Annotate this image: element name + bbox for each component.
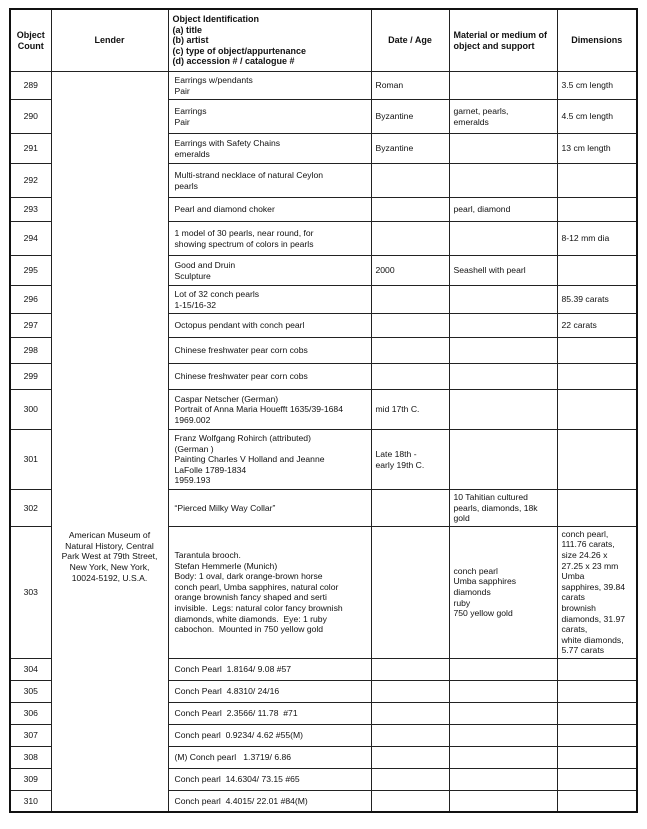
dimensions-cell-line: conch pearl, (561, 528, 609, 539)
material-cell (449, 134, 557, 164)
object-identification-cell-line: Tarantula brooch. (174, 549, 241, 560)
object-identification-cell-line: Sculpture (174, 270, 211, 281)
dimensions-cell (557, 390, 637, 430)
material-cell-line: pearl, diamond (453, 204, 511, 215)
object-count-cell: 294 (10, 222, 51, 256)
material-cell-line: garnet, pearls, (453, 105, 509, 116)
material-cell (449, 164, 557, 198)
material-cell (449, 286, 557, 314)
lender-line: Park West at 79th Street, (61, 551, 158, 562)
header-object-identification (168, 9, 371, 72)
object-identification-cell-line: invisible. Legs: natural color fancy brownish (174, 602, 343, 613)
object-identification-cell-line: cabochon. Mounted in 750 yellow gold (174, 624, 324, 635)
object-identification-cell-line: conch pearl, Umba sapphires, natural color (174, 581, 339, 592)
object-count-cell: 295 (10, 256, 51, 286)
object-count-cell: 305 (10, 680, 51, 702)
dimensions-cell-line: carats (561, 592, 585, 603)
dimensions-cell (557, 164, 637, 198)
object-identification-cell-line: 1 model of 30 pearls, near round, for (174, 227, 314, 238)
dimensions-cell (557, 490, 637, 527)
dimensions-cell-line: Umba (561, 571, 585, 582)
header-ident-line: (a) title (172, 24, 203, 35)
date-age-cell (371, 134, 449, 164)
object-identification-cell-line: (German ) (174, 443, 214, 454)
date-age-cell (371, 72, 449, 100)
object-identification-cell-line: Conch pearl 0.9234/ 4.62 #55(M) (174, 730, 304, 741)
object-identification-cell (168, 526, 371, 658)
material-cell-line: 10 Tahitian cultured (453, 492, 528, 502)
dimensions-cell-line: 85.39 carats (561, 294, 609, 305)
dimensions-cell-line: 8-12 mm dia (561, 233, 610, 244)
object-identification-cell (168, 338, 371, 364)
object-count-cell: 302 (10, 490, 51, 527)
object-identification-cell (168, 746, 371, 768)
material-cell (449, 222, 557, 256)
dimensions-cell (557, 338, 637, 364)
lender-line: 10024-5192, U.S.A. (71, 572, 148, 583)
date-age-cell-line: mid 17th C. (375, 404, 420, 415)
dimensions-cell (557, 198, 637, 222)
object-identification-cell (168, 198, 371, 222)
object-identification-cell-line: 1969.002 (174, 414, 211, 425)
object-identification-cell (168, 314, 371, 338)
header-ident-line: Object Identification (172, 14, 260, 25)
lender-line: American Museum of (68, 530, 151, 541)
table-row (10, 72, 637, 100)
dimensions-cell-line: 27.25 x 23 mm (561, 560, 619, 571)
object-identification-cell-line: Portrait of Anna Maria Houefft 1635/39-1684 (174, 404, 343, 415)
date-age-cell (371, 164, 449, 198)
date-age-cell (371, 198, 449, 222)
dimensions-cell-line: 22 carats (561, 320, 597, 331)
material-cell-line: Umba sapphires (453, 576, 517, 587)
object-identification-cell-line: Conch Pearl 4.8310/ 24/16 (174, 686, 280, 697)
object-count-cell: 308 (10, 746, 51, 768)
dimensions-cell-line: 13 cm length (561, 143, 611, 154)
lender-line: Natural History, Central (65, 540, 154, 551)
object-identification-cell-line: Pair (174, 85, 190, 96)
header-date-age: Date / Age (371, 9, 449, 72)
object-identification-cell-line: Earrings w/pendants (174, 74, 253, 85)
date-age-cell (371, 702, 449, 724)
header-ident-line: (c) type of object/appurtenance (172, 45, 307, 56)
material-cell (449, 256, 557, 286)
material-cell (449, 314, 557, 338)
object-identification-cell-line: Body: 1 oval, dark orange-brown horse (174, 571, 323, 582)
date-age-cell (371, 256, 449, 286)
object-identification-cell (168, 286, 371, 314)
dimensions-cell-line: sapphires, 39.84 (561, 581, 626, 592)
date-age-cell-line: early 19th C. (375, 459, 425, 470)
date-age-cell (371, 790, 449, 812)
material-cell (449, 790, 557, 812)
material-cell-line: diamonds (453, 587, 491, 598)
object-identification-cell (168, 790, 371, 812)
object-identification-cell (168, 490, 371, 527)
object-identification-cell (168, 256, 371, 286)
material-cell-line: pearls, diamonds, 18k (453, 502, 538, 513)
dimensions-cell (557, 768, 637, 790)
date-age-cell (371, 100, 449, 134)
object-identification-cell-line: Conch Pearl 2.3566/ 11.78 #71 (174, 708, 298, 719)
object-count-cell: 309 (10, 768, 51, 790)
dimensions-cell-line: 111.76 carats, (561, 539, 615, 550)
object-identification-cell-line: “Pierced Milky Way Collar” (174, 502, 276, 513)
object-identification-cell (168, 100, 371, 134)
material-cell (449, 658, 557, 680)
object-identification-cell-line: Multi-strand necklace of natural Ceylon (174, 169, 324, 180)
material-cell (449, 390, 557, 430)
date-age-cell (371, 680, 449, 702)
header-row (10, 9, 637, 72)
object-identification-cell (168, 702, 371, 724)
date-age-cell (371, 390, 449, 430)
object-count-cell: 289 (10, 72, 51, 100)
material-cell (449, 338, 557, 364)
material-cell (449, 768, 557, 790)
dimensions-cell (557, 72, 637, 100)
object-count-cell: 306 (10, 702, 51, 724)
object-identification-cell-line: Octopus pendant with conch pearl (174, 320, 305, 331)
object-count-cell: 310 (10, 790, 51, 812)
material-cell (449, 680, 557, 702)
object-count-cell: 300 (10, 390, 51, 430)
header-object-count: Object Count (10, 9, 51, 72)
object-identification-cell (168, 222, 371, 256)
object-identification-cell-line: emeralds (174, 148, 210, 159)
loan-object-table (9, 8, 638, 813)
dimensions-cell-line: white diamonds, (561, 634, 624, 645)
object-identification-cell-line: Conch pearl 4.4015/ 22.01 #84(M) (174, 795, 308, 806)
object-identification-cell (168, 390, 371, 430)
object-count-cell: 298 (10, 338, 51, 364)
date-age-cell (371, 338, 449, 364)
dimensions-cell (557, 100, 637, 134)
dimensions-cell (557, 790, 637, 812)
material-cell-line: 750 yellow gold (453, 608, 513, 619)
lender-line: New York, New York, (69, 562, 150, 572)
date-age-cell (371, 746, 449, 768)
header-dimensions: Dimensions (557, 9, 637, 72)
dimensions-cell (557, 430, 637, 490)
material-cell-line: emeralds (453, 116, 489, 127)
dimensions-cell (557, 746, 637, 768)
date-age-cell-line: 2000 (375, 265, 395, 276)
object-identification-cell-line: Earrings (174, 105, 207, 116)
dimensions-cell (557, 134, 637, 164)
object-identification-cell-line: Painting Charles V Holland and Jeanne (174, 454, 325, 465)
header-ident-line: (d) accession # / catalogue # (172, 56, 295, 67)
date-age-cell (371, 768, 449, 790)
material-cell (449, 724, 557, 746)
date-age-cell-line: Roman (375, 80, 404, 91)
dimensions-cell (557, 364, 637, 390)
dimensions-cell-line: 5.77 carats (561, 645, 605, 656)
header-material: Material or medium of object and support (449, 9, 557, 72)
dimensions-cell-line: size 24.26 x (561, 549, 608, 560)
object-identification-cell-line: Earrings with Safety Chains (174, 137, 281, 148)
dimensions-cell (557, 526, 637, 658)
material-cell (449, 100, 557, 134)
material-cell-line: Seashell with pearl (453, 265, 526, 276)
object-identification-cell (168, 658, 371, 680)
object-identification-cell-line: showing spectrum of colors in pearls (174, 238, 314, 249)
object-count-cell: 304 (10, 658, 51, 680)
dimensions-cell (557, 314, 637, 338)
object-identification-cell-line: Pair (174, 116, 190, 127)
dimensions-cell (557, 222, 637, 256)
object-identification-cell-line: Pearl and diamond choker (174, 204, 275, 215)
date-age-cell (371, 658, 449, 680)
object-identification-cell (168, 430, 371, 490)
dimensions-cell (557, 680, 637, 702)
object-identification-cell-line: Caspar Netscher (German) (174, 393, 279, 404)
object-identification-cell-line: Conch Pearl 1.8164/ 9.08 #57 (174, 664, 292, 675)
date-age-cell (371, 490, 449, 527)
object-identification-cell-line: Stefan Hemmerle (Munich) (174, 560, 278, 571)
object-identification-cell-line: 1-15/16-32 (174, 299, 217, 310)
object-count-cell: 293 (10, 198, 51, 222)
object-identification-cell (168, 164, 371, 198)
date-age-cell (371, 314, 449, 338)
object-identification-cell-line: Good and Druin (174, 259, 236, 270)
lender-cell (51, 72, 168, 813)
date-age-cell (371, 364, 449, 390)
date-age-cell (371, 222, 449, 256)
object-identification-cell-line: pearls (174, 180, 198, 191)
object-identification-cell (168, 680, 371, 702)
date-age-cell (371, 430, 449, 490)
object-identification-cell (168, 724, 371, 746)
table-body (10, 72, 637, 813)
material-cell (449, 72, 557, 100)
dimensions-cell-line: diamonds, 31.97 (561, 613, 626, 624)
object-identification-cell-line: Chinese freshwater pear corn cobs (174, 371, 308, 382)
object-count-cell: 307 (10, 724, 51, 746)
object-identification-cell-line: diamonds, white diamonds. Eye: 1 ruby (174, 613, 327, 624)
header-lender: Lender (51, 9, 168, 72)
object-count-cell: 292 (10, 164, 51, 198)
material-cell (449, 702, 557, 724)
object-identification-cell (168, 364, 371, 390)
date-age-cell-line: Byzantine (375, 111, 414, 122)
material-cell (449, 746, 557, 768)
date-age-cell-line: Byzantine (375, 143, 414, 154)
material-cell (449, 364, 557, 390)
object-count-cell: 290 (10, 100, 51, 134)
dimensions-cell (557, 286, 637, 314)
object-identification-cell-line: (M) Conch pearl 1.3719/ 6.86 (174, 752, 292, 763)
date-age-cell (371, 724, 449, 746)
material-cell (449, 526, 557, 658)
object-identification-cell-line: LaFolle 1789-1834 (174, 464, 247, 475)
object-count-cell: 296 (10, 286, 51, 314)
dimensions-cell (557, 724, 637, 746)
object-identification-cell-line: Chinese freshwater pear corn cobs (174, 345, 308, 356)
material-cell (449, 490, 557, 527)
object-identification-cell-line: Lot of 32 conch pearls (174, 288, 260, 299)
object-identification-cell-line: Franz Wolfgang Rohirch (attributed) (174, 433, 311, 444)
object-count-cell: 303 (10, 526, 51, 658)
date-age-cell-line: Late 18th - (375, 448, 417, 459)
dimensions-cell (557, 702, 637, 724)
dimensions-cell-line: carats, (561, 624, 588, 635)
dimensions-cell (557, 256, 637, 286)
header-ident-line: (b) artist (172, 35, 209, 46)
material-cell (449, 198, 557, 222)
object-count-cell: 301 (10, 430, 51, 490)
object-count-cell: 299 (10, 364, 51, 390)
date-age-cell (371, 286, 449, 314)
object-identification-cell (168, 768, 371, 790)
object-identification-cell-line: orange brownish fancy shaped and serti (174, 592, 327, 603)
object-identification-cell (168, 72, 371, 100)
document-page (9, 8, 636, 813)
object-count-cell: 297 (10, 314, 51, 338)
dimensions-cell-line: 3.5 cm length (561, 80, 614, 91)
material-cell-line: gold (453, 513, 470, 524)
object-count-cell: 291 (10, 134, 51, 164)
material-cell (449, 430, 557, 490)
material-cell-line: ruby (453, 597, 471, 608)
object-identification-cell-line: 1959.193 (174, 475, 211, 486)
dimensions-cell-line: brownish (561, 602, 596, 613)
object-identification-cell-line: Conch pearl 14.6304/ 73.15 #65 (174, 774, 300, 785)
dimensions-cell (557, 658, 637, 680)
dimensions-cell-line: 4.5 cm length (561, 111, 614, 122)
material-cell-line: conch pearl (453, 565, 498, 576)
object-identification-cell (168, 134, 371, 164)
date-age-cell (371, 526, 449, 658)
